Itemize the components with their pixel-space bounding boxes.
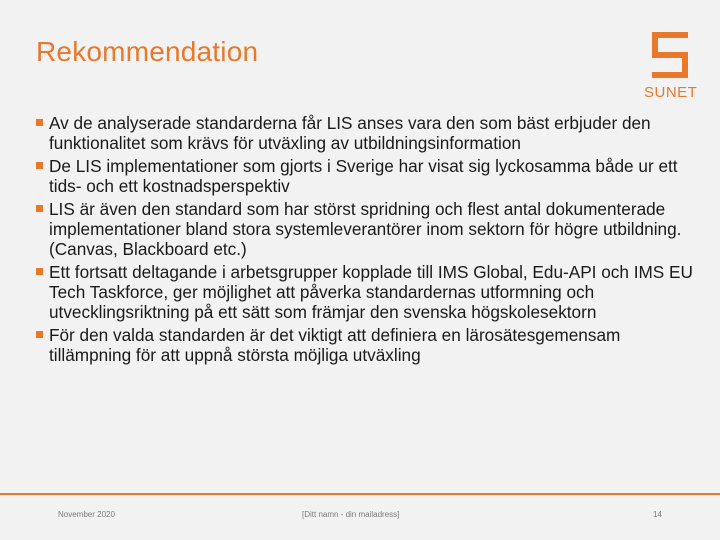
footer-author: [Ditt namn - din mailadress]	[302, 510, 400, 519]
bullet-item	[36, 325, 696, 365]
bullet-text: De LIS implementationer som gjorts i Sverige har visat sig lyckosamma både ur ett tids- och ett kostnadsperspektiv	[49, 156, 678, 196]
bullet-text: För den valda standarden är det viktigt att definiera en lärosätesgemensam tillämpning för att uppnå största möjliga utväxling	[49, 325, 621, 365]
bullet-square-icon	[36, 162, 43, 169]
bullet-text: LIS är även den standard som har störst spridning och flest antal dokumenterade implementationer bland stora systemleverantörer inom sektorn för högre utbildning. (Canvas, Blackboard etc.)	[49, 199, 682, 259]
bullet-square-icon	[36, 205, 43, 212]
bullet-text: Ett fortsatt deltagande i arbetsgrupper kopplade till IMS Global, Edu-API och IMS EU Tech Taskforce, ger möjlighet att påverka standardernas utformning och utvecklingsriktning på ett sätt som främjar den svenska högskolesektorn	[49, 262, 693, 322]
footer-date: November 2020	[58, 510, 115, 519]
bullet-list	[36, 113, 696, 368]
bullet-square-icon	[36, 268, 43, 275]
logo-text: SUNET	[644, 84, 698, 101]
bullet-item	[36, 262, 696, 322]
page-number: 14	[653, 510, 662, 519]
bullet-square-icon	[36, 331, 43, 338]
bullet-item	[36, 199, 696, 259]
bullet-item	[36, 113, 696, 153]
bullet-text: Av de analyserade standarderna får LIS anses vara den som bäst erbjuder den funktionalitet som krävs för utväxling av utbildningsinformation	[49, 113, 651, 153]
footer-divider	[0, 493, 720, 495]
bullet-square-icon	[36, 119, 43, 126]
bullet-item	[36, 156, 696, 196]
sunet-logo	[644, 28, 696, 106]
slide-title: Rekommendation	[36, 36, 259, 67]
sunet-s-logo-icon	[644, 28, 696, 82]
